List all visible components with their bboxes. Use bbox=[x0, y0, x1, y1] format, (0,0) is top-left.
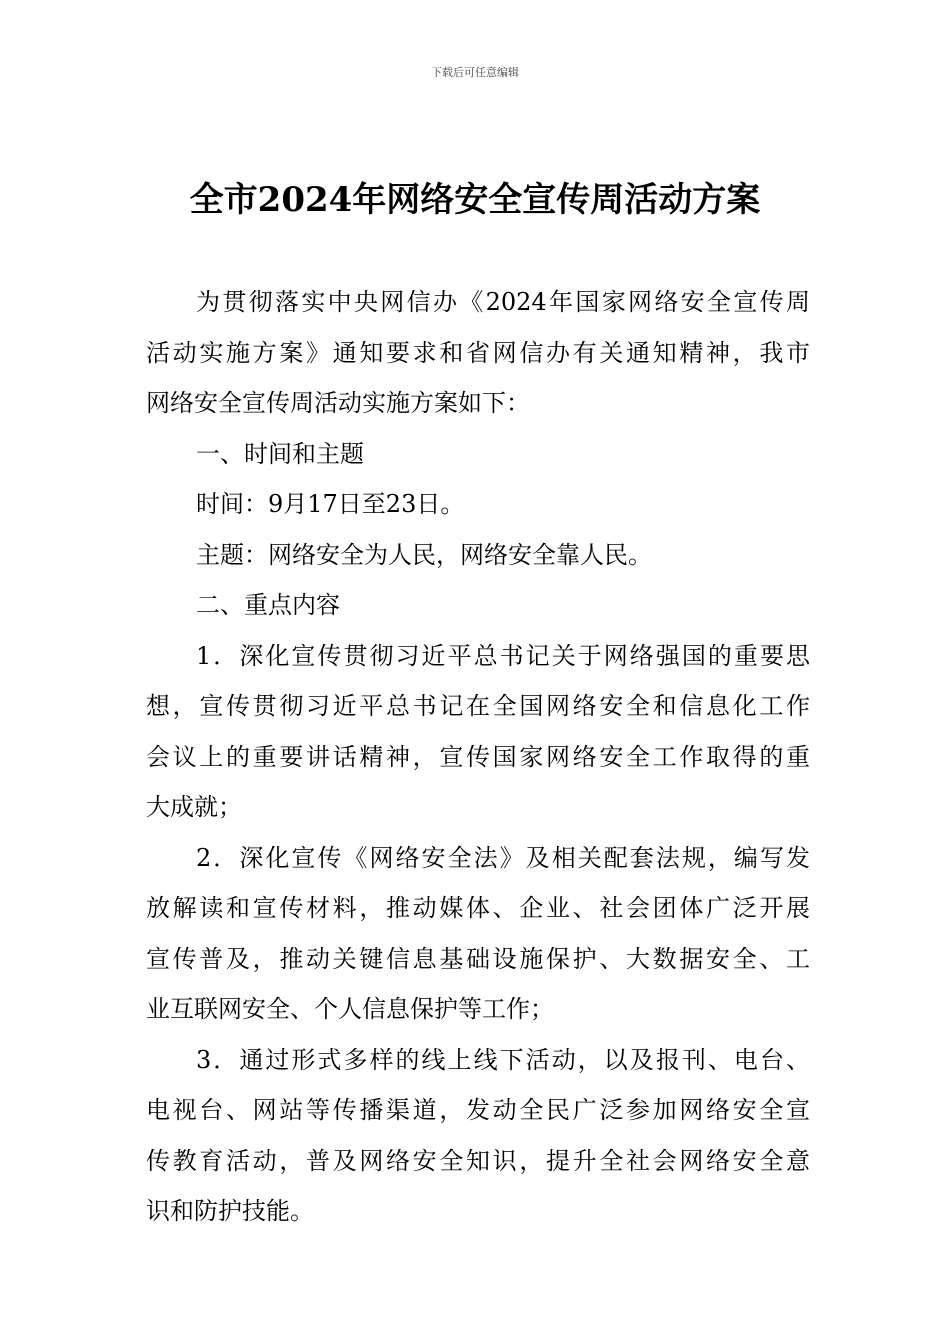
paragraph-line: 活动实施方案》通知要求和省网信办有关通知精神，我市 bbox=[146, 338, 810, 367]
paragraph-theme bbox=[146, 530, 810, 581]
paragraph-line: 业互联网安全、个人信息保护等工作； bbox=[146, 995, 554, 1023]
document-body bbox=[146, 277, 810, 1237]
paragraph-line: 主题：网络安全为人民，网络安全靠人民。 bbox=[196, 540, 652, 569]
paragraph-line: 放解读和宣传材料，推动媒体、企业、社会团体广泛开展 bbox=[146, 894, 810, 922]
paragraph-line: 二、重点内容 bbox=[196, 591, 340, 619]
paragraph-line: 一、时间和主题 bbox=[196, 439, 364, 468]
paragraph-line: 时间：9月17日至23日。 bbox=[196, 490, 465, 518]
list-item-1 bbox=[146, 631, 810, 833]
paragraph-time bbox=[146, 479, 810, 530]
paragraph-intro bbox=[146, 277, 810, 429]
list-item-3 bbox=[146, 1035, 810, 1237]
list-item-2 bbox=[146, 833, 810, 1035]
paragraph-line: 传教育活动，普及网络安全知识，提升全社会网络安全意 bbox=[146, 1146, 810, 1175]
paragraph-line: 想，宣传贯彻习近平总书记在全国网络安全和信息化工作 bbox=[146, 692, 810, 720]
paragraph-line: 识和防护技能。 bbox=[146, 1197, 314, 1225]
section-heading-time-theme bbox=[146, 429, 810, 480]
paragraph-line: 网络安全宣传周活动实施方案如下： bbox=[146, 389, 530, 417]
paragraph-line: 2．深化宣传《网络安全法》及相关配套法规，编写发 bbox=[196, 843, 810, 872]
paragraph-line: 为贯彻落实中央网信办《2024年国家网络安全宣传周 bbox=[196, 288, 810, 316]
document-title: 全市2024年网络安全宣传周活动方案 bbox=[189, 180, 761, 220]
paragraph-line: 会议上的重要讲话精神，宣传国家网络安全工作取得的重 bbox=[146, 742, 810, 771]
paragraph-line: 大成就； bbox=[146, 793, 242, 821]
paragraph-line: 电视台、网站等传播渠道，发动全民广泛参加网络安全宣 bbox=[146, 1096, 810, 1124]
paragraph-line: 3．通过形式多样的线上线下活动，以及报刊、电台、 bbox=[196, 1045, 810, 1074]
paragraph-line: 1．深化宣传贯彻习近平总书记关于网络强国的重要思 bbox=[196, 641, 810, 670]
section-heading-key-content bbox=[146, 580, 810, 631]
page-header-note: 下载后可任意编辑 bbox=[431, 66, 519, 79]
paragraph-line: 宣传普及，推动关键信息基础设施保护、大数据安全、工 bbox=[146, 944, 810, 973]
